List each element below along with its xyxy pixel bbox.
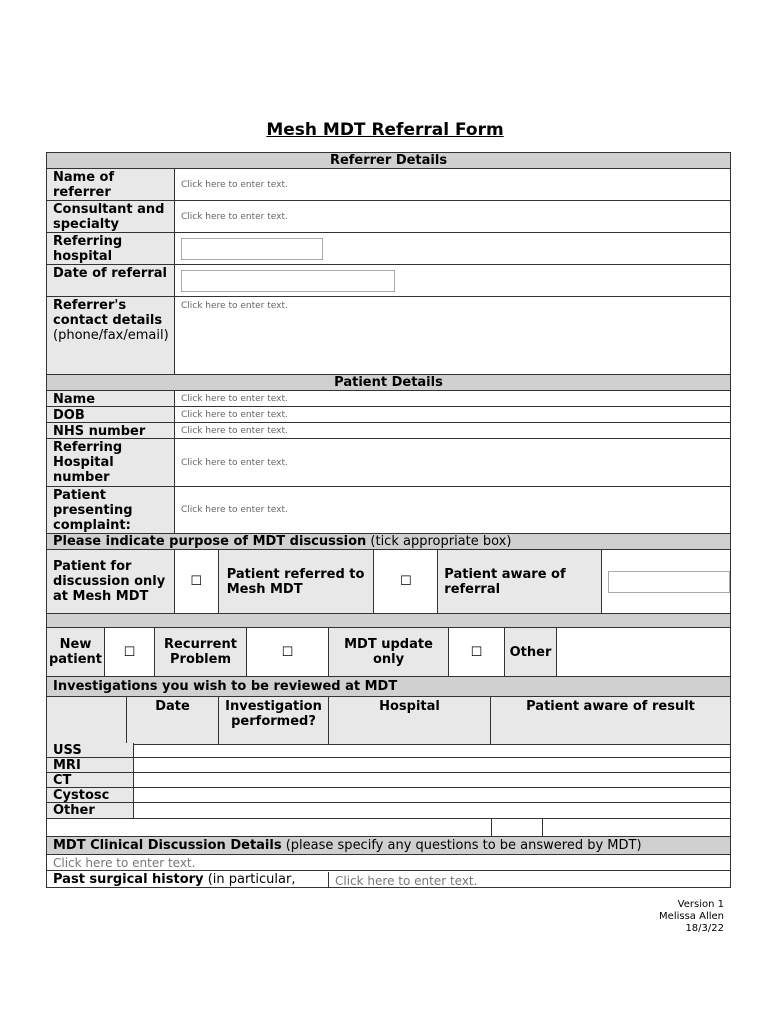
referrer-name-label: Name of referrer (47, 169, 175, 200)
investigations-table (46, 743, 731, 888)
referrer-name-row (47, 169, 730, 201)
inv-row-label-ct: CT (47, 773, 134, 787)
recurrent-label: Recurrent Problem (155, 628, 247, 676)
consultant-row (47, 201, 730, 233)
table-row (47, 743, 730, 758)
clinical-field-text: Click here to enter text. (53, 855, 196, 870)
other-field[interactable] (557, 628, 730, 676)
referrer-name-field[interactable]: Click here to enter text. (181, 179, 288, 190)
contact-label-plain: (phone/fax/email) (53, 328, 169, 343)
inv-row-label-mri: MRI (47, 758, 134, 772)
new-patient-label: New patient (47, 628, 105, 676)
date-of-referral-label: Date of referral (47, 265, 175, 296)
checkbox-icon: ☐ (190, 574, 203, 589)
surgical-field-text: Click here to enter text. (335, 873, 478, 888)
hospital-number-field[interactable]: Click here to enter text. (181, 457, 288, 468)
patient-name-field[interactable]: Click here to enter text. (181, 393, 288, 404)
new-patient-checkbox[interactable] (105, 628, 155, 676)
purpose-header (47, 534, 730, 550)
dob-field[interactable]: Click here to enter text. (181, 409, 288, 420)
referrer-header: Referrer Details (47, 153, 730, 169)
nhs-number-label: NHS number (47, 423, 175, 438)
inv-blank-header (47, 697, 127, 744)
inv-row-other-fields[interactable] (134, 803, 730, 818)
table-row (47, 773, 730, 788)
hospital-number-label: Referring Hospital number (47, 439, 175, 486)
referring-hospital-label: Referring hospital (47, 233, 175, 264)
complaint-row (47, 487, 730, 534)
surgical-label-bold: Past surgical history (53, 871, 204, 887)
contact-details-label (47, 297, 175, 374)
recurrent-checkbox[interactable] (247, 628, 329, 676)
purpose-opt2-checkbox[interactable] (374, 550, 438, 613)
purpose-header-bold: Please indicate purpose of MDT discussion (53, 534, 367, 549)
complaint-label: Patient presenting complaint: (47, 487, 175, 533)
col-aware-header: Patient aware of result (491, 697, 730, 744)
consultant-field[interactable]: Click here to enter text. (181, 211, 288, 222)
referring-hospital-input[interactable] (181, 238, 323, 260)
purpose-opt2-label: Patient referred to Mesh MDT (219, 550, 375, 613)
date-of-referral-input[interactable] (181, 270, 395, 292)
table-row (47, 803, 730, 819)
purpose-spacer-row (47, 614, 730, 628)
surgical-field[interactable] (329, 870, 730, 889)
nhs-number-field[interactable]: Click here to enter text. (181, 425, 288, 436)
purpose-opt1-checkbox[interactable] (175, 550, 219, 613)
nhs-number-row (47, 423, 730, 439)
inv-row-label-cystosc: Cystosc (47, 788, 134, 802)
author-text: Melissa Allen (659, 911, 724, 922)
investigations-col-header-row (47, 697, 730, 745)
footer-date: 18/3/22 (685, 923, 724, 934)
version-text: Version 1 (677, 899, 724, 910)
mdt-update-checkbox[interactable] (449, 628, 505, 676)
surgical-label-plain: (in particular, (207, 871, 296, 887)
dob-label: DOB (47, 407, 175, 422)
referrer-patient-table (46, 152, 731, 745)
patient-name-row (47, 391, 730, 407)
contact-details-row (47, 297, 730, 375)
investigations-header: Investigations you wish to be reviewed at MDT (47, 677, 730, 697)
col-hospital-header: Hospital (329, 697, 491, 744)
inv-row-uss-fields[interactable] (134, 743, 730, 757)
patient-type-row (47, 628, 730, 677)
purpose-options-row (47, 550, 730, 614)
other-label: Other (505, 628, 557, 676)
table-row (47, 788, 730, 803)
purpose-opt1-label: Patient for discussion only at Mesh MDT (47, 550, 175, 613)
col-investigation-header: Investigation performed? (219, 697, 329, 744)
referring-hospital-row (47, 233, 730, 265)
inv-row-label-uss: USS (47, 743, 134, 757)
inv-row-ct-fields[interactable] (134, 773, 730, 787)
contact-details-field[interactable]: Click here to enter text. (181, 301, 288, 311)
inv-row-mri-fields[interactable] (134, 758, 730, 772)
table-row (47, 758, 730, 773)
purpose-opt3-label: Patient aware of referral (438, 550, 602, 613)
form-title: Mesh MDT Referral Form (266, 120, 504, 140)
inv-row-label-other: Other (47, 803, 134, 818)
patient-name-label: Name (47, 391, 175, 406)
checkbox-icon: ☐ (123, 644, 136, 660)
purpose-opt3-input[interactable] (608, 571, 730, 593)
inv-blank-row (47, 819, 730, 837)
surgical-label (47, 872, 329, 887)
inv-row-cystosc-fields[interactable] (134, 788, 730, 802)
checkbox-icon: ☐ (281, 644, 294, 660)
version-footer (659, 899, 724, 935)
patient-header: Patient Details (47, 375, 730, 391)
consultant-label: Consultant and specialty (47, 201, 175, 232)
clinical-header-plain: (please specify any questions to be answered by MDT) (285, 838, 642, 853)
dob-row (47, 407, 730, 423)
checkbox-icon: ☐ (470, 644, 483, 660)
contact-label-bold: Referrer's contact details (53, 298, 163, 328)
surgical-row (47, 871, 730, 888)
date-of-referral-row (47, 265, 730, 297)
complaint-field[interactable]: Click here to enter text. (181, 505, 288, 515)
col-date-header: Date (127, 697, 219, 744)
hospital-number-row (47, 439, 730, 487)
checkbox-icon: ☐ (400, 574, 412, 589)
clinical-header-bold: MDT Clinical Discussion Details (53, 838, 282, 853)
mdt-update-label: MDT update only (329, 628, 449, 676)
clinical-header (47, 837, 730, 855)
purpose-header-plain: (tick appropriate box) (370, 534, 512, 549)
purpose-opt3-cell (602, 550, 730, 613)
